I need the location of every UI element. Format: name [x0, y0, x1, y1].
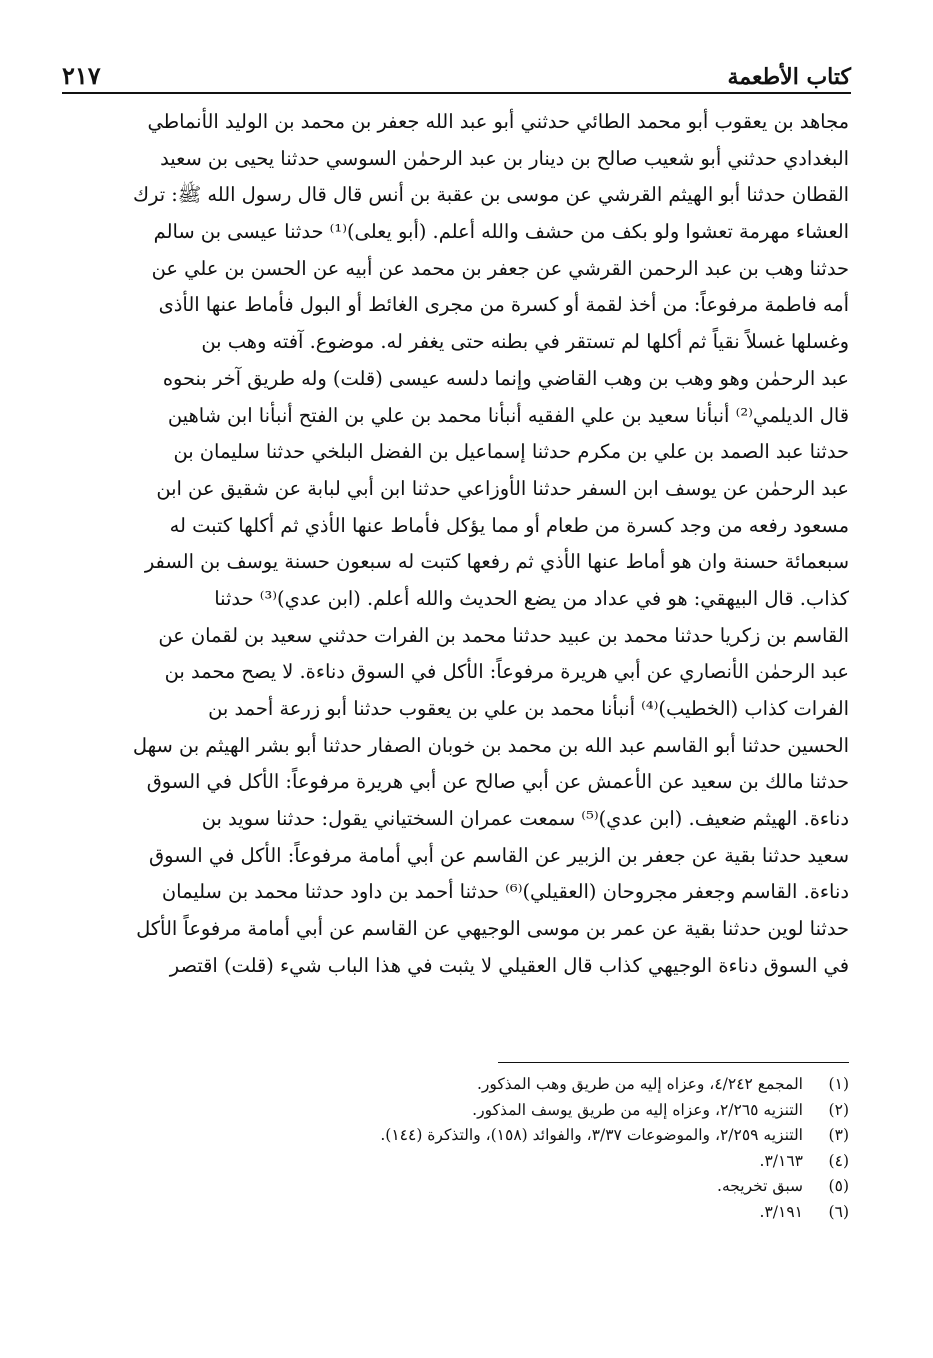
- footnote-text: التنزيه ٢/٢٦٥، وعزاه إليه من طريق يوسف المذكور.: [472, 1100, 803, 1119]
- header-rule: [62, 92, 851, 94]
- footnote-text: التنزيه ٢/٢٥٩، والموضوعات ٣/٣٧، والفوائد (١٥٨)، والتذكرة (١٤٤).: [380, 1126, 803, 1144]
- footnote: [80, 1200, 849, 1226]
- text-line: الفرات كذاب (الخطيب)⁽⁴⁾ أنبأنا محمد بن علي بن يعقوب حدثنا أبو زرعة أحمد بن: [208, 697, 849, 720]
- footnote-text: المجمع ٤/٢٤٢، وعزاه إليه من طريق وهب المذكور.: [476, 1075, 803, 1093]
- running-head: كتاب الأطعمة: [727, 64, 851, 90]
- text-line: عبد الرحمٰن وهو وهب بن وهب القاضي وإنما دلسه عيسى (قلت) وله طريق آخر بنحوه: [162, 366, 849, 390]
- page-header: [62, 46, 851, 90]
- footnote: [80, 1098, 849, 1124]
- text-line: الحسين حدثنا أبو القاسم عبد الله بن محمد بن خوبان الصفار حدثنا أبو بشر الهيثم بن سهل: [132, 733, 849, 757]
- page-number: ٢١٧: [62, 61, 101, 90]
- text-line: مجاهد بن يعقوب أبو محمد الطائي حدثني أبو عبد الله جعفر بن محمد بن الوليد الأنماطي: [147, 110, 849, 133]
- text-line: أمه فاطمة مرفوعاً: من أخذ لقمة أو كسرة من مجرى الغائط أو البول فأماط عنها الأذى: [158, 293, 849, 317]
- text-line: حدثنا وهب بن عبد الرحمن القرشي عن جعفر بن محمد عن أبيه عن الحسن بن علي عن: [151, 256, 849, 280]
- text-line: في السوق دناءة الوجيهي كذاب قال العقيلي لا يثبت في هذا الباب شيء (قلت) اقتصر: [169, 953, 849, 977]
- footnote-number: (٣): [828, 1126, 849, 1144]
- text-line: حدثنا عبد الصمد بن علي بن مكرم حدثنا إسماعيل بن الفضل البلخي حدثنا سليمان بن: [173, 440, 849, 464]
- text-line: عبد الرحمٰن عن يوسف ابن السفر حدثنا الأوزاعي حدثنا ابن أبي لبابة عن شقيق عن ابن: [156, 476, 849, 500]
- text-line: حدثنا لوين حدثنا بقية عن عمر بن موسى الوجيهي عن القاسم عن أبي أمامة مرفوعاً الأكل: [136, 917, 849, 941]
- text-line: دناءة. القاسم وجعفر مجروحان (العقيلي)⁽⁶⁾ حدثنا أحمد بن داود حدثنا محمد بن سليمان: [161, 880, 849, 904]
- footnote: [80, 1072, 849, 1098]
- footnote-number: (٢): [828, 1100, 849, 1119]
- footnote-number: (٦): [828, 1202, 849, 1221]
- footnote-number: (٥): [828, 1177, 849, 1195]
- footnote-rule: [498, 1062, 849, 1063]
- text-line: مسعود رفعه من وجد كسرة من طعام أو مما يؤكل فأماط عنها الأذي ثم أكلها كتبت له: [169, 513, 849, 537]
- text-line: سعيد حدثنا بقية عن جعفر بن الزبير عن القاسم عن أبي أمامة مرفوعاً: الأكل في السوق: [149, 843, 849, 867]
- text-line: قال الديلمي⁽²⁾ أنبأنا سعيد بن علي الفقيه أنبأنا محمد بن علي بن الفتح أنبأنا ابن شاهين: [167, 403, 849, 427]
- text-line: القاسم بن زكريا حدثنا محمد بن عبيد حدثنا محمد بن الفرات حدثني سعيد بن لقمان عن: [158, 623, 849, 647]
- footnote-text: ٣/١٦٣.: [759, 1151, 803, 1170]
- footnote-number: (٤): [828, 1151, 849, 1170]
- footnote-text: ٣/١٩١.: [759, 1202, 803, 1221]
- footnote-number: (١): [828, 1075, 849, 1093]
- text-line: عبد الرحمٰن الأنصاري عن أبي هريرة مرفوعاً: الأكل في السوق دناءة. لا يصح محمد بن: [164, 660, 849, 684]
- footnote: [80, 1174, 849, 1200]
- footnotes: [80, 1072, 849, 1225]
- main-text: [70, 104, 849, 985]
- text-line: حدثنا مالك بن سعيد عن الأعمش عن أبي صالح عن أبي هريرة مرفوعاً: الأكل في السوق: [146, 770, 849, 794]
- footnote: [80, 1123, 849, 1149]
- footnote: [80, 1149, 849, 1175]
- text-line: سبعمائة حسنة وان هو أماط عنها الأذي ثم رفعها كتبت له سبعون حسنة يوسف بن السفر: [144, 550, 849, 574]
- footnote-text: سبق تخريجه.: [717, 1177, 803, 1195]
- text-line: كذاب. قال البيهقي: هو في عداد من يضع الحديث والله أعلم. (ابن عدي)⁽³⁾ حدثنا: [214, 586, 849, 610]
- text-line: العشاء مهرمة تعشوا ولو بكف من حشف والله أعلم. (أبو يعلى)⁽¹⁾ حدثنا عيسى بن سالم: [153, 220, 849, 244]
- text-line: دناءة. الهيثم ضعيف. (ابن عدي)⁽⁵⁾ سمعت عمران السختياني يقول: حدثنا سويد بن: [201, 807, 849, 831]
- text-line: البغدادي حدثني أبو شعيب صالح بن دينار بن عبد الرحمٰن السوسي حدثنا يحيى بن سعيد: [160, 146, 849, 170]
- text-line: وغسلها غسلاً نقياً ثم أكلها لم تستقر في بطنه حتى يغفر له. موضوع. آفته وهب بن: [201, 330, 849, 354]
- text-line: القطان حدثنا أبو الهيثم القرشي عن موسى بن عقبة بن أنس قال قال رسول الله ﷺ: ترك: [133, 183, 849, 207]
